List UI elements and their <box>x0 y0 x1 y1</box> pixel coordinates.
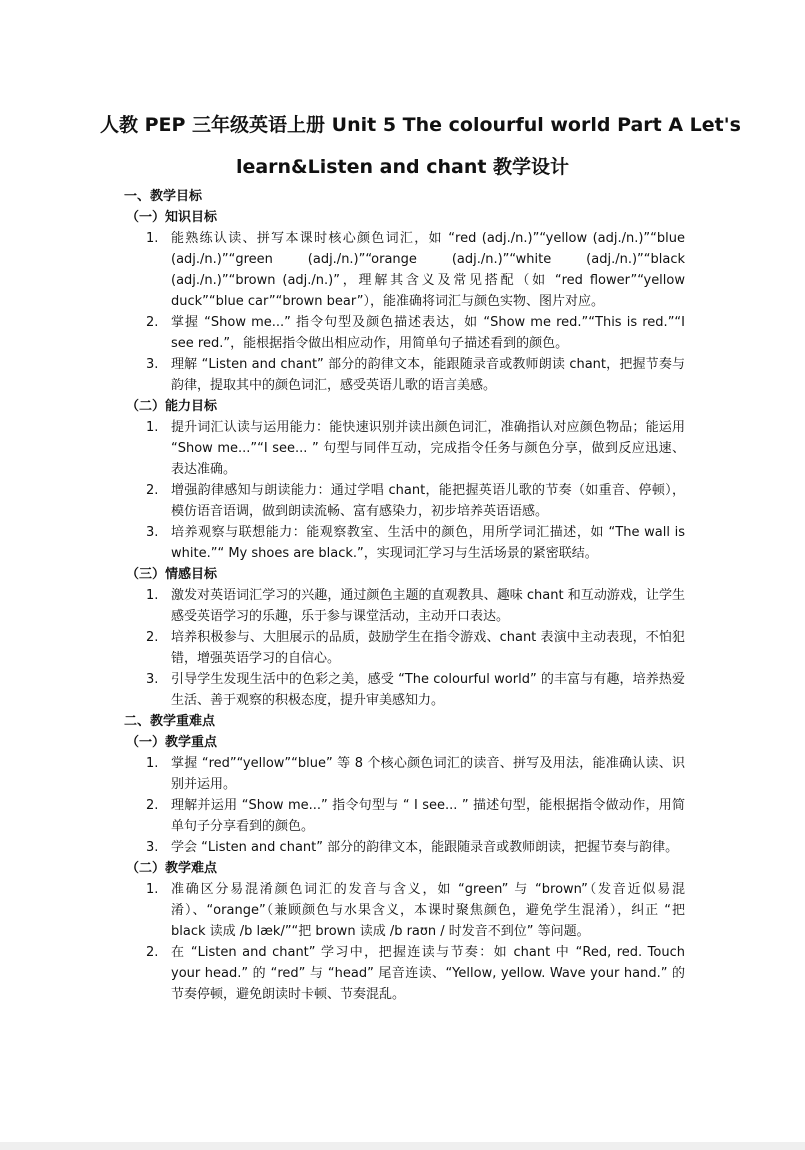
list-item <box>146 753 685 795</box>
list-number: 1. <box>146 588 159 603</box>
list-item-text: 掌握 “red”“yellow”“blue” 等 8 个核心颜色词汇的读音、拼写及用法，能准确认读、识别并运用。 <box>171 756 685 792</box>
page-bottom-band <box>0 1142 805 1150</box>
list-item <box>146 669 685 711</box>
list-number: 2. <box>146 315 159 330</box>
list-number: 3. <box>146 357 159 372</box>
list-item <box>146 942 685 1005</box>
list-item-text: 引导学生发现生活中的色彩之美，感受 “The colourful world” 的丰富与有趣，培养热爱生活、善于观察的积极态度，提升审美感知力。 <box>171 672 685 708</box>
list-item-text: 在 “Listen and chant” 学习中，把握连读与节奏：如 chant 中 “Red, red. Touch your head.” 的 “red” 与 “head” 尾音连读、“Yellow, yellow. Wave your hand.” 的节奏停顿，避免朗读时卡顿、节奏混乱。 <box>171 945 685 1002</box>
list-item-text: 学会 “Listen and chant” 部分的韵律文本，能跟随录音或教师朗读，把握节奏与韵律。 <box>171 840 679 855</box>
section-heading-objectives: 一、教学目标 <box>124 189 203 204</box>
list-number: 3. <box>146 672 159 687</box>
list-item <box>146 879 685 942</box>
list-number: 1. <box>146 882 159 897</box>
document-title-line-1: 人教 PEP 三年级英语上册 Unit 5 The colourful world Part A Let's <box>100 114 741 136</box>
list-item-text: 能熟练认读、拼写本课时核心颜色词汇，如 “red (adj./n.)”“yellow (adj./n.)”“blue (adj./n.)”“green (adj./n.)”“orange (adj./n.)”“white (adj./n.)”“black (adj./n.)”“brown (adj./n.)”，理解其含义及常见搭配（如 “red flower”“yellow duck”“blue car”“brown bear”），能准确将词汇与颜色实物、图片对应。 <box>171 231 685 309</box>
list-item-text: 理解并运用 “Show me...” 指令句型与 “ I see... ” 描述句型，能根据指令做动作，用简单句子分享看到的颜色。 <box>171 798 685 834</box>
subsection-heading-focus: （一）教学重点 <box>126 735 218 750</box>
list-item-text: 增强韵律感知与朗读能力：通过学唱 chant，能把握英语儿歌的节奏（如重音、停顿），模仿语音语调，做到朗读流畅、富有感染力，初步培养英语语感。 <box>171 483 685 519</box>
list-item <box>146 354 685 396</box>
list-number: 3. <box>146 525 159 540</box>
section-heading-key-points: 二、教学重难点 <box>124 714 216 729</box>
list-item <box>146 480 685 522</box>
list-item <box>146 522 685 564</box>
list-item-text: 提升词汇认读与运用能力：能快速识别并读出颜色词汇，准确指认对应颜色物品；能运用 “Show me...”“I see... ” 句型与同伴互动，完成指令任务与颜色分享，做到反应迅速、表达准确。 <box>171 420 685 477</box>
list-number: 1. <box>146 756 159 771</box>
list-item-text: 准确区分易混淆颜色词汇的发音与含义，如 “green” 与 “brown”（发音近似易混淆）、“orange”（兼顾颜色与水果含义，本课时聚焦颜色，避免学生混淆），纠正 “把 black 读成 /b læk/”“把 brown 读成 /b raʊn / 时发音不到位” 等问题。 <box>171 882 685 939</box>
list-item <box>146 795 685 837</box>
subsection-heading-difficulty: （二）教学难点 <box>126 861 218 876</box>
list-number: 2. <box>146 798 159 813</box>
list-item-text: 掌握 “Show me...” 指令句型及颜色描述表达，如 “Show me red.”“This is red.”“I see red.”，能根据指令做出相应动作，用简单句子描述看到的颜色。 <box>171 315 685 351</box>
list-item-text: 激发对英语词汇学习的兴趣，通过颜色主题的直观教具、趣味 chant 和互动游戏，让学生感受英语学习的乐趣，乐于参与课堂活动，主动开口表达。 <box>171 588 685 624</box>
list-item-text: 培养观察与联想能力：能观察教室、生活中的颜色，用所学词汇描述，如 “The wall is white.”“ My shoes are black.”，实现词汇学习与生活场景的紧密联结。 <box>171 525 685 561</box>
subsection-heading-knowledge: （一）知识目标 <box>126 210 218 225</box>
list-number: 1. <box>146 231 159 246</box>
list-item <box>146 585 685 627</box>
document-body <box>0 186 805 1005</box>
subsection-heading-emotion: （三）情感目标 <box>126 567 218 582</box>
list-number: 2. <box>146 483 159 498</box>
document-title-line-2: learn&Listen and chant 教学设计 <box>235 156 570 178</box>
list-item <box>146 417 685 480</box>
list-item <box>146 627 685 669</box>
subsection-heading-ability: （二）能力目标 <box>126 399 218 414</box>
list-number: 1. <box>146 420 159 435</box>
list-item-text: 培养积极参与、大胆展示的品质，鼓励学生在指令游戏、chant 表演中主动表现，不怕犯错，增强英语学习的自信心。 <box>171 630 685 666</box>
list-item <box>146 228 685 312</box>
list-number: 2. <box>146 630 159 645</box>
list-number: 2. <box>146 945 159 960</box>
list-item <box>146 312 685 354</box>
list-item-text: 理解 “Listen and chant” 部分的韵律文本，能跟随录音或教师朗读 chant，把握节奏与韵律，提取其中的颜色词汇，感受英语儿歌的语言美感。 <box>171 357 685 393</box>
list-number: 3. <box>146 840 159 855</box>
list-item <box>146 837 685 858</box>
